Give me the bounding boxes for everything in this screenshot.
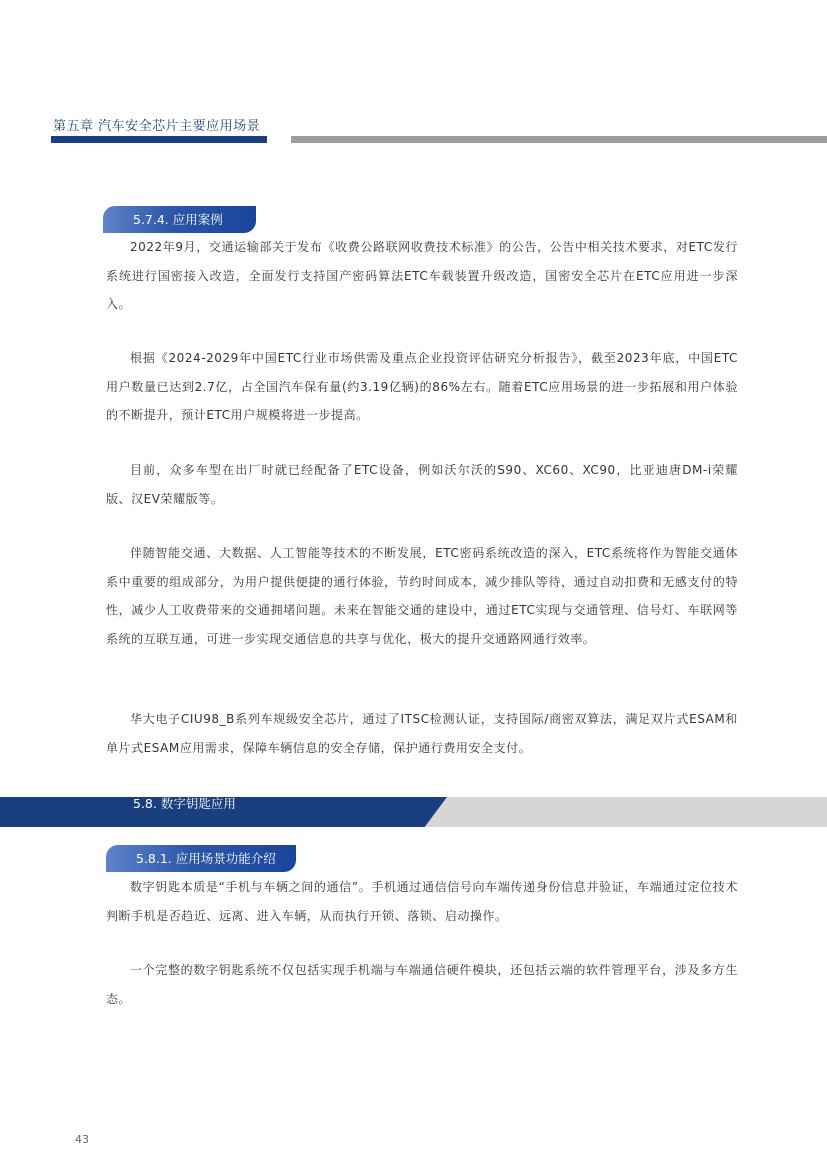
paragraph-etc-users: 根据《2024-2029年中国ETC行业市场供需及重点企业投资评估研究分析报告》，截至2023年底，中国ETC用户数量已达到2.7亿，占全国汽车保有量(约3.19亿辆)的86%左右。随着ETC应用场景的进一步拓展和用户体验的不断提升，预计ETC用户规模将进一步提高。 bbox=[106, 351, 738, 422]
header-rule-blue bbox=[51, 136, 267, 143]
paragraph-digital-key-essence: 数字钥匙本质是“手机与车辆之间的通信”。手机通过通信信号向车端传递身份信息并验证，车端通过定位技术判断手机是否趋近、远离、进入车辆，从而执行开锁、落锁、启动操作。 bbox=[106, 880, 738, 923]
subsection-heading-5-7-4: 5.7.4. 应用案例 bbox=[103, 206, 256, 233]
subsection-heading-5-8-1: 5.8.1. 应用场景功能介绍 bbox=[106, 845, 296, 872]
paragraph-etc-future: 伴随智能交通、大数据、人工智能等技术的不断发展，ETC密码系统改造的深入，ETC系统将作为智能交通体系中重要的组成部分，为用户提供便捷的通行体验，节约时间成本，减少排队等待，通过自动扣费和无感支付的特性，减少人工收费带来的交通拥堵问题。未来在智能交通的建设中，通过ETC实现与交通管理、信号灯、车联网等系统的互联互通，可进一步实现交通信息的共享与优化，极大的提升交通路网通行效率。 bbox=[106, 546, 738, 646]
section-heading-5-8: 5.8. 数字钥匙应用 bbox=[133, 796, 236, 811]
chapter-title: 第五章 汽车安全芯片主要应用场景 bbox=[53, 119, 261, 134]
section-band-5-8 bbox=[0, 797, 827, 827]
paragraph-etc-vehicles: 目前，众多车型在出厂时就已经配备了ETC设备，例如沃尔沃的S90、XC60、XC90，比亚迪唐DM-i荣耀版、汉EV荣耀版等。 bbox=[106, 463, 738, 506]
paragraph-huada-chip: 华大电子CIU98_B系列车规级安全芯片，通过了ITSC检测认证，支持国际/商密双算法，满足双片式ESAM和单片式ESAM应用需求，保障车辆信息的安全存储，保护通行费用安全支付。 bbox=[106, 712, 738, 755]
paragraph-digital-key-system: 一个完整的数字钥匙系统不仅包括实现手机端与车端通信硬件模块，还包括云端的软件管理平台，涉及多方生态。 bbox=[106, 963, 738, 1006]
paragraph-etc-standard: 2022年9月，交通运输部关于发布《收费公路联网收费技术标准》的公告，公告中相关技术要求，对ETC发行系统进行国密接入改造，全面发行支持国产密码算法ETC车载装置升级改造，国密安全芯片在ETC应用进一步深入。 bbox=[106, 240, 738, 311]
page-number: 43 bbox=[75, 1133, 89, 1146]
header-rule-gray bbox=[291, 136, 827, 143]
